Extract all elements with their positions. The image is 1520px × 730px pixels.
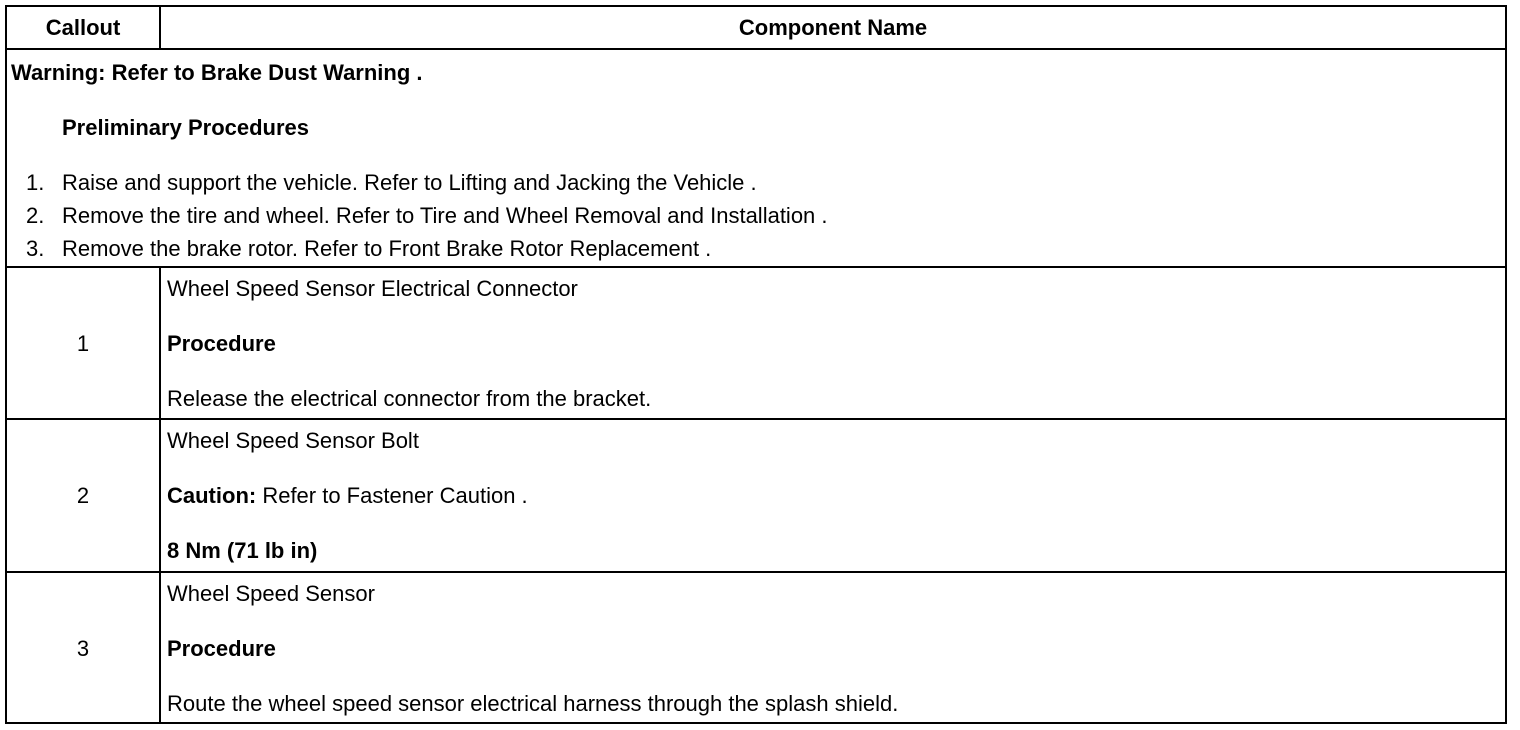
callout-number: 3: [76, 636, 90, 661]
component-name: Wheel Speed Sensor Electrical Connector: [167, 276, 578, 301]
procedure-label: Procedure: [167, 331, 276, 356]
list-item: Remove the brake rotor. Refer to Front Brake Rotor Replacement .: [62, 236, 712, 261]
table-header-row: [7, 7, 1505, 50]
procedure-detail: Release the electrical connector from the bracket.: [167, 386, 652, 411]
preliminary-section: [7, 50, 1505, 268]
column-divider: [159, 420, 161, 571]
preliminary-procedures-title: Preliminary Procedures: [62, 115, 310, 140]
procedure-label: Procedure: [167, 636, 276, 661]
step-number: 3.: [26, 236, 45, 261]
column-divider: [159, 573, 161, 722]
caution-line: [167, 483, 528, 509]
table-row: [7, 573, 1505, 722]
component-name-column-header: Component Name: [738, 15, 928, 40]
caution-text: Refer to Fastener Caution .: [256, 483, 528, 508]
brake-dust-warning: Warning: Refer to Brake Dust Warning .: [11, 60, 423, 85]
step-number: 2.: [26, 203, 45, 228]
callout-number: 1: [76, 331, 90, 356]
caution-label: Caution:: [167, 483, 257, 508]
procedure-detail: Route the wheel speed sensor electrical harness through the splash shield.: [167, 691, 899, 716]
procedure-table: [5, 5, 1507, 724]
component-name: Wheel Speed Sensor: [167, 581, 375, 606]
table-row: [7, 420, 1505, 573]
table-row: [7, 268, 1505, 420]
component-name: Wheel Speed Sensor Bolt: [167, 428, 419, 453]
callout-number: 2: [76, 483, 90, 508]
list-item: Raise and support the vehicle. Refer to Lifting and Jacking the Vehicle .: [62, 170, 757, 195]
torque-spec: 8 Nm (71 lb in): [167, 538, 318, 563]
step-number: 1.: [26, 170, 45, 195]
list-item: Remove the tire and wheel. Refer to Tire and Wheel Removal and Installation .: [62, 203, 828, 228]
callout-column-header: Callout: [45, 15, 121, 40]
column-divider: [159, 268, 161, 418]
